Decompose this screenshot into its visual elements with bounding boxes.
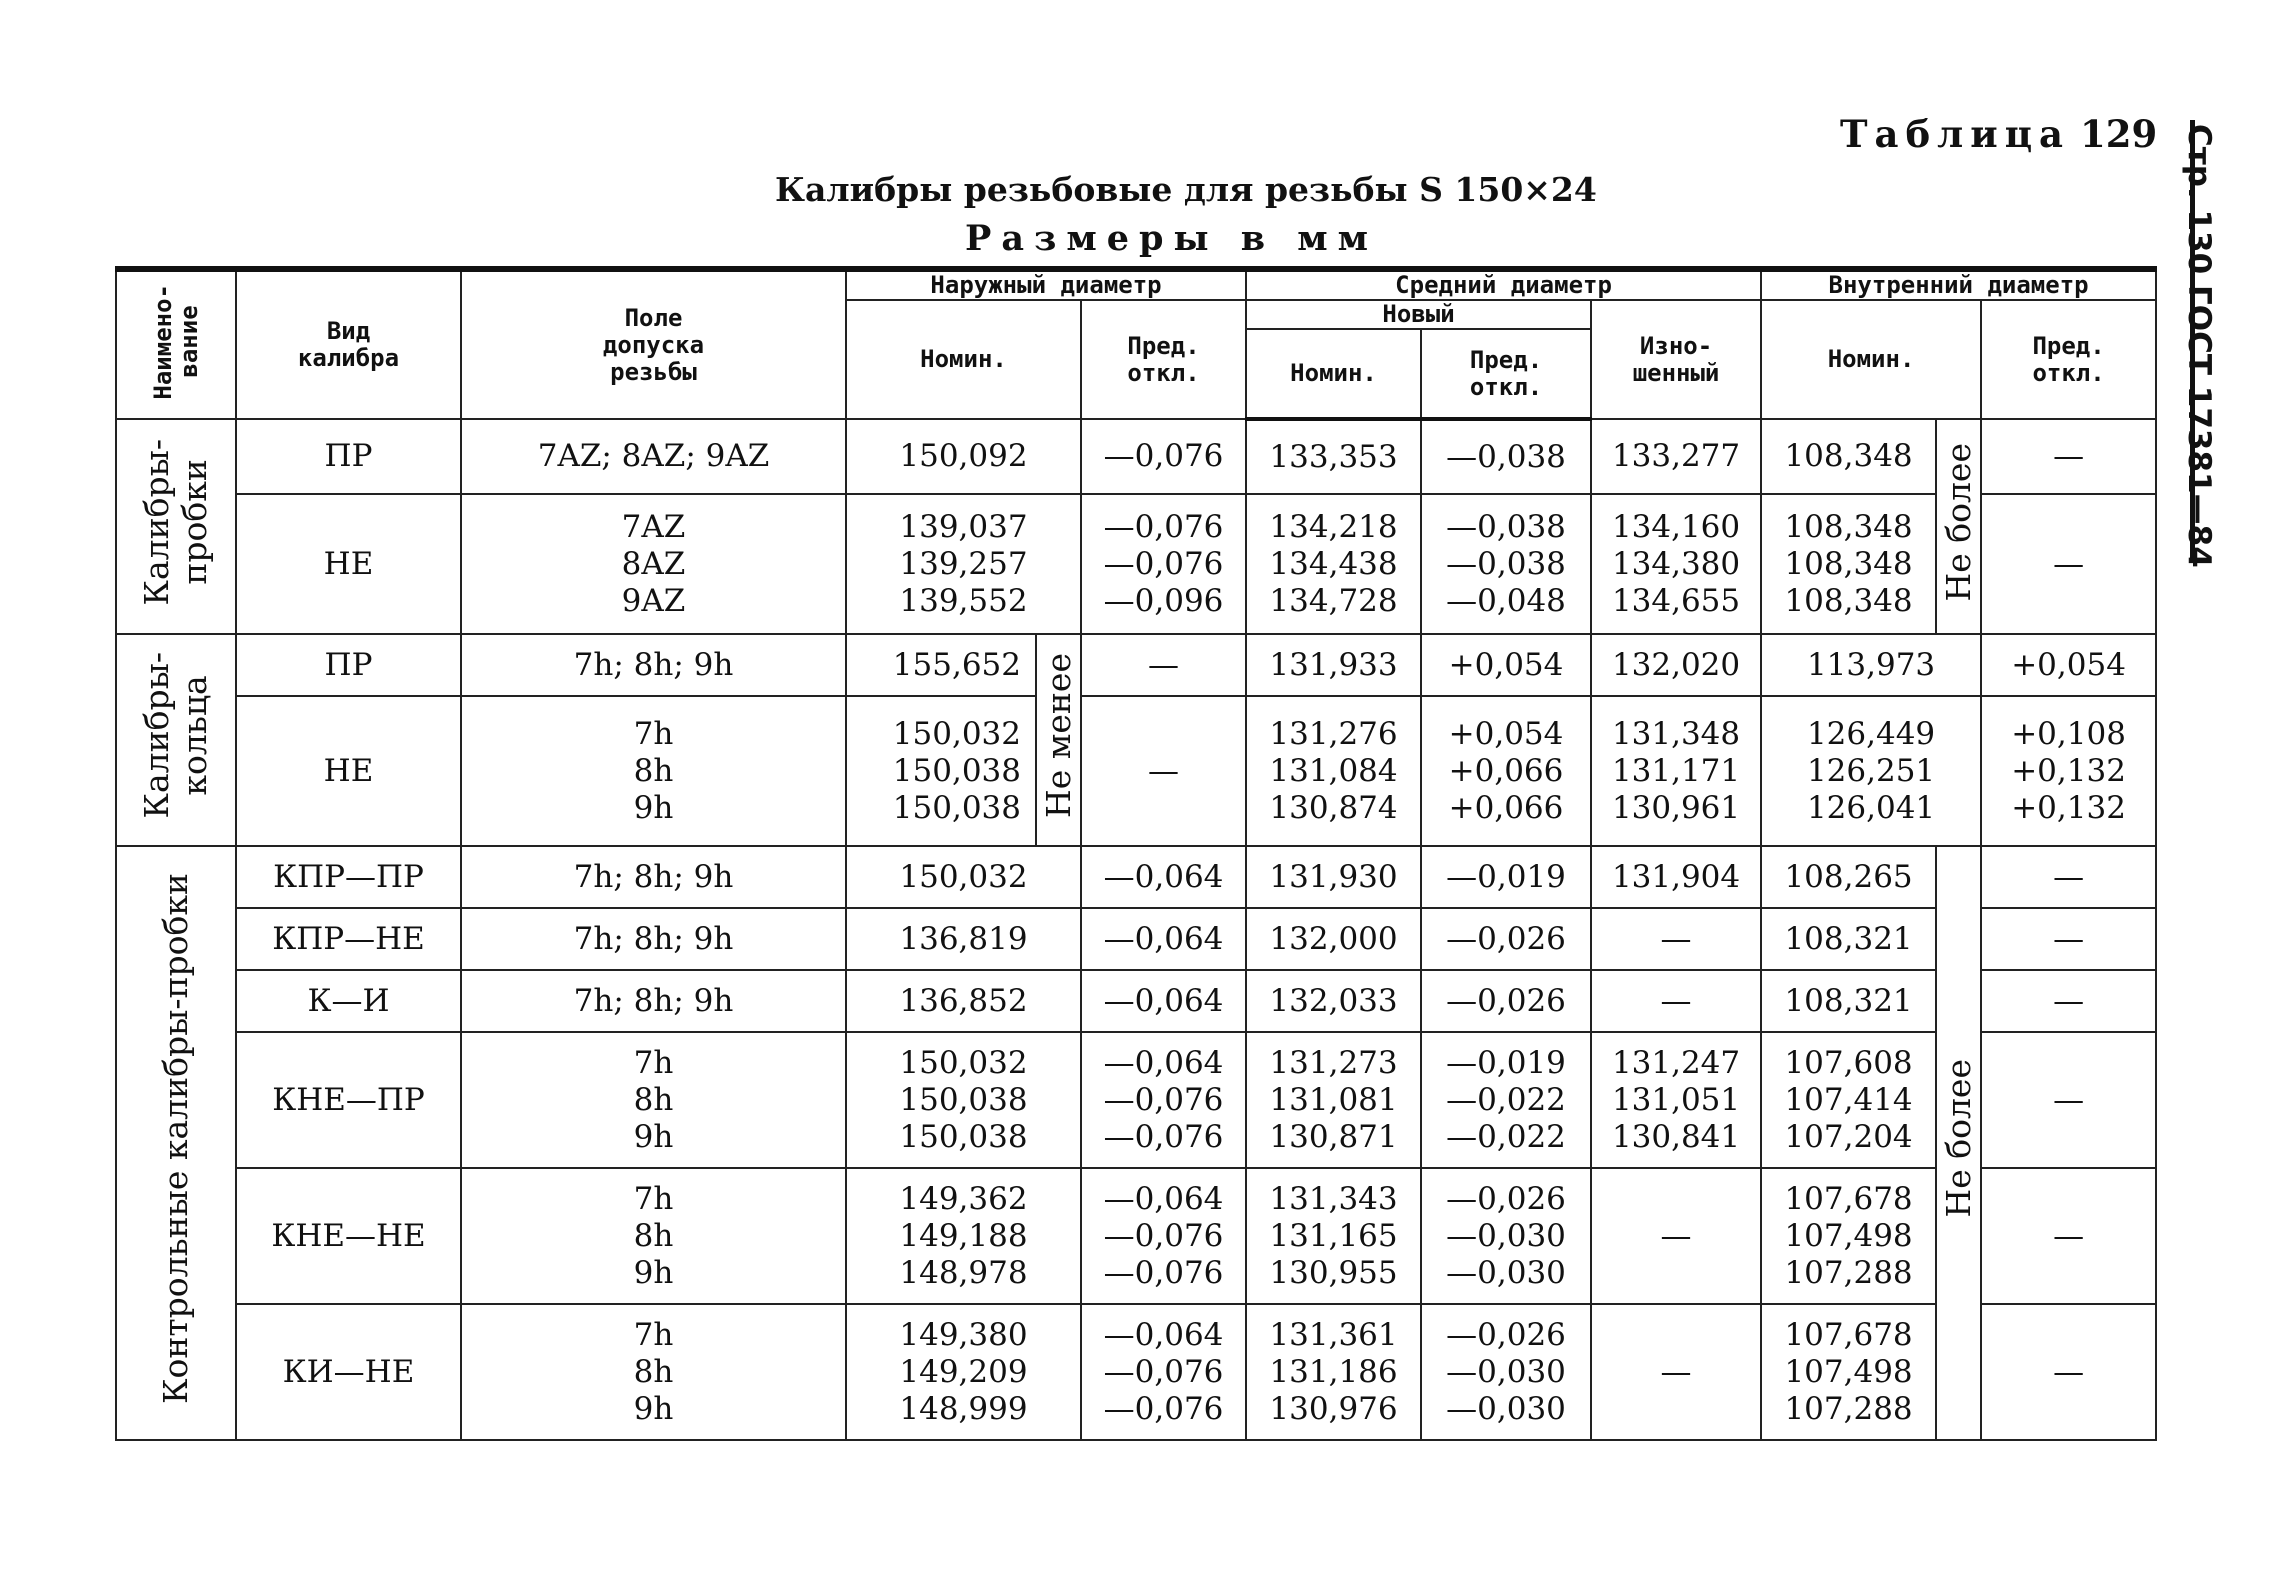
- cell-outer-nominal: 150,032 150,038 150,038: [846, 1032, 1081, 1168]
- cell-type: НЕ: [236, 696, 461, 846]
- cell-inner-nominal: 108,321: [1761, 970, 1936, 1032]
- cell-outer-deviation: —0,064: [1081, 908, 1246, 970]
- cell-middle-deviation: +0,054: [1421, 634, 1591, 696]
- cell-worn: 131,247 131,051 130,841: [1591, 1032, 1761, 1168]
- cell-inner-deviation: —: [1981, 419, 2156, 494]
- cell-inner-nominal: 108,348 108,348 108,348: [1761, 494, 1936, 634]
- cell-inner-deviation: —: [1981, 908, 2156, 970]
- cell-inner-nominal: 107,608 107,414 107,204: [1761, 1032, 1936, 1168]
- header-middle-deviation: Пред. откл.: [1421, 329, 1591, 419]
- table-row: [116, 970, 2156, 1032]
- cell-inner-nominal: 113,973: [1761, 634, 1981, 696]
- cell-inner-deviation: —: [1981, 1168, 2156, 1304]
- calibers-table: [115, 266, 2155, 1556]
- cell-outer-deviation: —0,064 —0,076 —0,076: [1081, 1032, 1246, 1168]
- cell-inner-deviation: —: [1981, 970, 2156, 1032]
- cell-outer-nominal: 150,092: [846, 419, 1081, 494]
- cell-type: К—И: [236, 970, 461, 1032]
- cell-middle-nominal: 132,033: [1246, 970, 1421, 1032]
- table-number-caption: [1840, 112, 2157, 156]
- cell-outer-nominal: 150,032 150,038 150,038: [846, 696, 1036, 846]
- page-side-label: Стр. 130 ГОСТ 17381—84: [2181, 124, 2217, 568]
- cell-inner-nominal: 107,678 107,498 107,288: [1761, 1304, 1936, 1440]
- cell-field: 7AZ; 8AZ; 9AZ: [461, 419, 846, 494]
- cell-type: КПР—НЕ: [236, 908, 461, 970]
- cell-inner-deviation: —: [1981, 1304, 2156, 1440]
- header-outer-deviation: Пред. откл.: [1081, 300, 1246, 419]
- cell-worn: —: [1591, 1304, 1761, 1440]
- cell-middle-nominal: 131,933: [1246, 634, 1421, 696]
- cell-inner-deviation: —: [1981, 1032, 2156, 1168]
- note-not-more-plugs: Не более: [1936, 419, 1981, 634]
- cell-inner-nominal: 108,265: [1761, 846, 1936, 908]
- cell-type: КНЕ—ПР: [236, 1032, 461, 1168]
- cell-inner-deviation: —: [1981, 846, 2156, 908]
- cell-field: 7h; 8h; 9h: [461, 970, 846, 1032]
- table-row: [116, 1168, 2156, 1304]
- table-row: [116, 908, 2156, 970]
- cell-inner-nominal: 107,678 107,498 107,288: [1761, 1168, 1936, 1304]
- cell-inner-nominal: 108,348: [1761, 419, 1936, 494]
- cell-outer-nominal: 150,032: [846, 846, 1081, 908]
- header-gauge-type: Вид калибра: [236, 269, 461, 419]
- table-title: Калибры резьбовые для резьбы S 150×24: [775, 170, 1597, 209]
- note-not-less: Не менее: [1036, 634, 1081, 846]
- cell-outer-deviation: —0,076 —0,076 —0,096: [1081, 494, 1246, 634]
- cell-inner-nominal: 108,321: [1761, 908, 1936, 970]
- cell-outer-nominal: 136,852: [846, 970, 1081, 1032]
- header-middle-nominal: Номин.: [1246, 329, 1421, 419]
- cell-type: КИ—НЕ: [236, 1304, 461, 1440]
- cell-outer-deviation: —0,064: [1081, 846, 1246, 908]
- cell-worn: 133,277: [1591, 419, 1761, 494]
- table-row: [116, 1032, 2156, 1168]
- table-row: [116, 419, 2156, 494]
- cell-worn: 134,160 134,380 134,655: [1591, 494, 1761, 634]
- cell-field: 7h; 8h; 9h: [461, 634, 846, 696]
- table-row: [116, 634, 2156, 696]
- cell-outer-nominal: 155,652: [846, 634, 1036, 696]
- cell-type: КНЕ—НЕ: [236, 1168, 461, 1304]
- cell-middle-deviation: —0,038: [1421, 419, 1591, 494]
- cell-inner-deviation: —: [1981, 494, 2156, 634]
- cell-worn: 131,904: [1591, 846, 1761, 908]
- cell-middle-nominal: 131,343 131,165 130,955: [1246, 1168, 1421, 1304]
- table-number: 129: [2080, 112, 2158, 156]
- cell-outer-nominal: 136,819: [846, 908, 1081, 970]
- header-tolerance-field: Поле допуска резьбы: [461, 269, 846, 419]
- cell-worn: —: [1591, 908, 1761, 970]
- cell-middle-deviation: +0,054 +0,066 +0,066: [1421, 696, 1591, 846]
- cell-middle-deviation: —0,026: [1421, 970, 1591, 1032]
- cell-middle-nominal: 133,353: [1246, 419, 1421, 494]
- units-caption: Размеры в мм: [965, 218, 1379, 259]
- cell-field: 7AZ 8AZ 9AZ: [461, 494, 846, 634]
- cell-middle-nominal: 131,930: [1246, 846, 1421, 908]
- cell-worn: —: [1591, 970, 1761, 1032]
- cell-field: 7h; 8h; 9h: [461, 908, 846, 970]
- cell-middle-deviation: —0,026: [1421, 908, 1591, 970]
- cell-middle-nominal: 131,276 131,084 130,874: [1246, 696, 1421, 846]
- header-inner-nominal: Номин.: [1761, 300, 1981, 419]
- group-plug-gauges: Калибры- пробки: [116, 419, 236, 634]
- header-inner-diameter: Внутренний диаметр: [1761, 269, 2156, 300]
- cell-type: КПР—ПР: [236, 846, 461, 908]
- table-row: [116, 494, 2156, 634]
- header-worn: Изно- шенный: [1591, 300, 1761, 419]
- cell-inner-nominal: 126,449 126,251 126,041: [1761, 696, 1981, 846]
- cell-middle-deviation: —0,026 —0,030 —0,030: [1421, 1168, 1591, 1304]
- header-inner-deviation: Пред. откл.: [1981, 300, 2156, 419]
- cell-middle-nominal: 132,000: [1246, 908, 1421, 970]
- group-control-plug-gauges: Контрольные калибры-пробки: [116, 846, 236, 1440]
- group-ring-gauges: Калибры- кольца: [116, 634, 236, 846]
- cell-outer-deviation: —0,064: [1081, 970, 1246, 1032]
- cell-inner-deviation: +0,054: [1981, 634, 2156, 696]
- table-row: [116, 696, 2156, 846]
- cell-outer-deviation: —0,064 —0,076 —0,076: [1081, 1304, 1246, 1440]
- cell-middle-nominal: 134,218 134,438 134,728: [1246, 494, 1421, 634]
- cell-outer-nominal: 149,380 149,209 148,999: [846, 1304, 1081, 1440]
- header-outer-diameter: Наружный диаметр: [846, 269, 1246, 300]
- cell-field: 7h 8h 9h: [461, 1168, 846, 1304]
- table-row: [116, 846, 2156, 908]
- cell-middle-deviation: —0,026 —0,030 —0,030: [1421, 1304, 1591, 1440]
- cell-field: 7h 8h 9h: [461, 1304, 846, 1440]
- cell-type: ПР: [236, 419, 461, 494]
- cell-worn: —: [1591, 1168, 1761, 1304]
- cell-field: 7h; 8h; 9h: [461, 846, 846, 908]
- cell-outer-deviation: —0,076: [1081, 419, 1246, 494]
- cell-field: 7h 8h 9h: [461, 1032, 846, 1168]
- note-not-more-control: Не более: [1936, 846, 1981, 1440]
- cell-middle-deviation: —0,038 —0,038 —0,048: [1421, 494, 1591, 634]
- table-row: [116, 1304, 2156, 1440]
- header-row-1: [116, 269, 2156, 300]
- cell-type: ПР: [236, 634, 461, 696]
- cell-outer-deviation: —0,064 —0,076 —0,076: [1081, 1168, 1246, 1304]
- cell-worn: 131,348 131,171 130,961: [1591, 696, 1761, 846]
- header-middle-diameter: Средний диаметр: [1246, 269, 1761, 300]
- header-name: Наимено- вание: [116, 269, 236, 419]
- cell-type: НЕ: [236, 494, 461, 634]
- cell-middle-nominal: 131,273 131,081 130,871: [1246, 1032, 1421, 1168]
- cell-middle-deviation: —0,019 —0,022 —0,022: [1421, 1032, 1591, 1168]
- cell-field: 7h 8h 9h: [461, 696, 846, 846]
- table-label: Таблица: [1840, 112, 2071, 156]
- cell-middle-deviation: —0,019: [1421, 846, 1591, 908]
- cell-inner-deviation: +0,108 +0,132 +0,132: [1981, 696, 2156, 846]
- cell-outer-deviation: —: [1081, 634, 1246, 696]
- cell-worn: 132,020: [1591, 634, 1761, 696]
- cell-outer-nominal: 149,362 149,188 148,978: [846, 1168, 1081, 1304]
- header-new: Новый: [1246, 300, 1591, 329]
- cell-outer-nominal: 139,037 139,257 139,552: [846, 494, 1081, 634]
- cell-outer-deviation: —: [1081, 696, 1246, 846]
- cell-middle-nominal: 131,361 131,186 130,976: [1246, 1304, 1421, 1440]
- header-outer-nominal: Номин.: [846, 300, 1081, 419]
